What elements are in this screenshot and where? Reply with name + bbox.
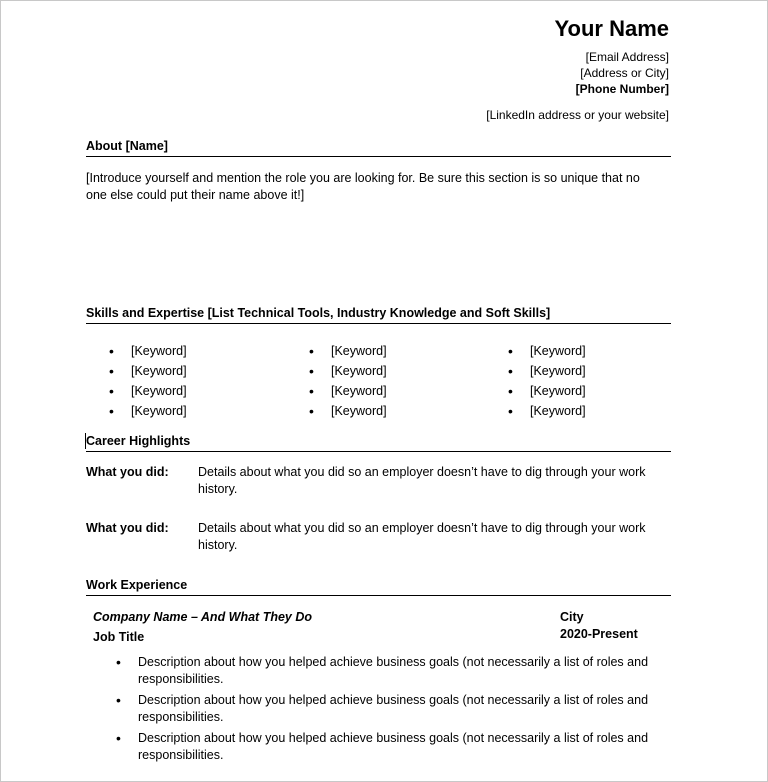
- skill-keyword[interactable]: • [Keyword]: [309, 361, 387, 381]
- about-line-1: [Introduce yourself and mention the role you are looking for. Be sure this section is so unique that no: [86, 171, 640, 185]
- job-dates[interactable]: 2020-Present: [560, 627, 638, 641]
- company-name[interactable]: Company Name – And What They Do: [93, 610, 313, 624]
- highlight-label[interactable]: What you did:: [86, 465, 169, 479]
- resume-header: [486, 15, 669, 123]
- skill-keyword[interactable]: • [Keyword]: [109, 341, 187, 361]
- skill-keyword[interactable]: • [Keyword]: [109, 381, 187, 401]
- skills-section-title[interactable]: Skills and Expertise [List Technical Tools, Industry Knowledge and Soft Skills]: [86, 305, 671, 324]
- email-line[interactable]: [Email Address]: [585, 50, 669, 64]
- skill-keyword[interactable]: • [Keyword]: [309, 381, 387, 401]
- job-title[interactable]: Job Title: [93, 630, 145, 644]
- about-section-title[interactable]: About [Name]: [86, 138, 671, 157]
- duty-item[interactable]: • Description about how you helped achieve business goals (not necessarily a list of roles and responsibilities.: [116, 654, 656, 688]
- address-line[interactable]: [Address or City]: [580, 66, 669, 80]
- duty-item[interactable]: • Description about how you helped achieve business goals (not necessarily a list of roles and responsibilities.: [116, 692, 656, 726]
- about-line-2: one else could put their name above it!]: [86, 188, 305, 202]
- phone-line[interactable]: [Phone Number]: [575, 82, 669, 96]
- skills-column-3: [508, 341, 586, 421]
- skill-keyword[interactable]: • [Keyword]: [309, 401, 387, 421]
- about-paragraph[interactable]: [86, 170, 671, 204]
- duty-list: [116, 654, 656, 768]
- skill-keyword[interactable]: • [Keyword]: [508, 361, 586, 381]
- duty-item[interactable]: • Description about how you helped achieve business goals (not necessarily a list of roles and responsibilities.: [116, 730, 656, 764]
- skill-keyword[interactable]: • [Keyword]: [508, 381, 586, 401]
- experience-section-title[interactable]: Work Experience: [86, 577, 671, 596]
- linkedin-line[interactable]: [LinkedIn address or your website]: [486, 108, 669, 122]
- highlight-text[interactable]: Details about what you did so an employer doesn’t have to dig through your work history.: [198, 521, 646, 552]
- job-city[interactable]: City: [560, 610, 584, 624]
- highlight-text[interactable]: Details about what you did so an employer doesn’t have to dig through your work history.: [198, 465, 646, 496]
- skill-keyword[interactable]: • [Keyword]: [109, 361, 187, 381]
- highlights-section-title[interactable]: Career Highlights: [86, 433, 671, 452]
- skill-keyword[interactable]: • [Keyword]: [508, 401, 586, 421]
- name-heading[interactable]: Your Name: [554, 16, 669, 41]
- skill-keyword[interactable]: • [Keyword]: [508, 341, 586, 361]
- highlight-label[interactable]: What you did:: [86, 521, 169, 535]
- skill-keyword[interactable]: • [Keyword]: [309, 341, 387, 361]
- skill-keyword[interactable]: • [Keyword]: [109, 401, 187, 421]
- skills-column-1: [109, 341, 187, 421]
- skills-column-2: [309, 341, 387, 421]
